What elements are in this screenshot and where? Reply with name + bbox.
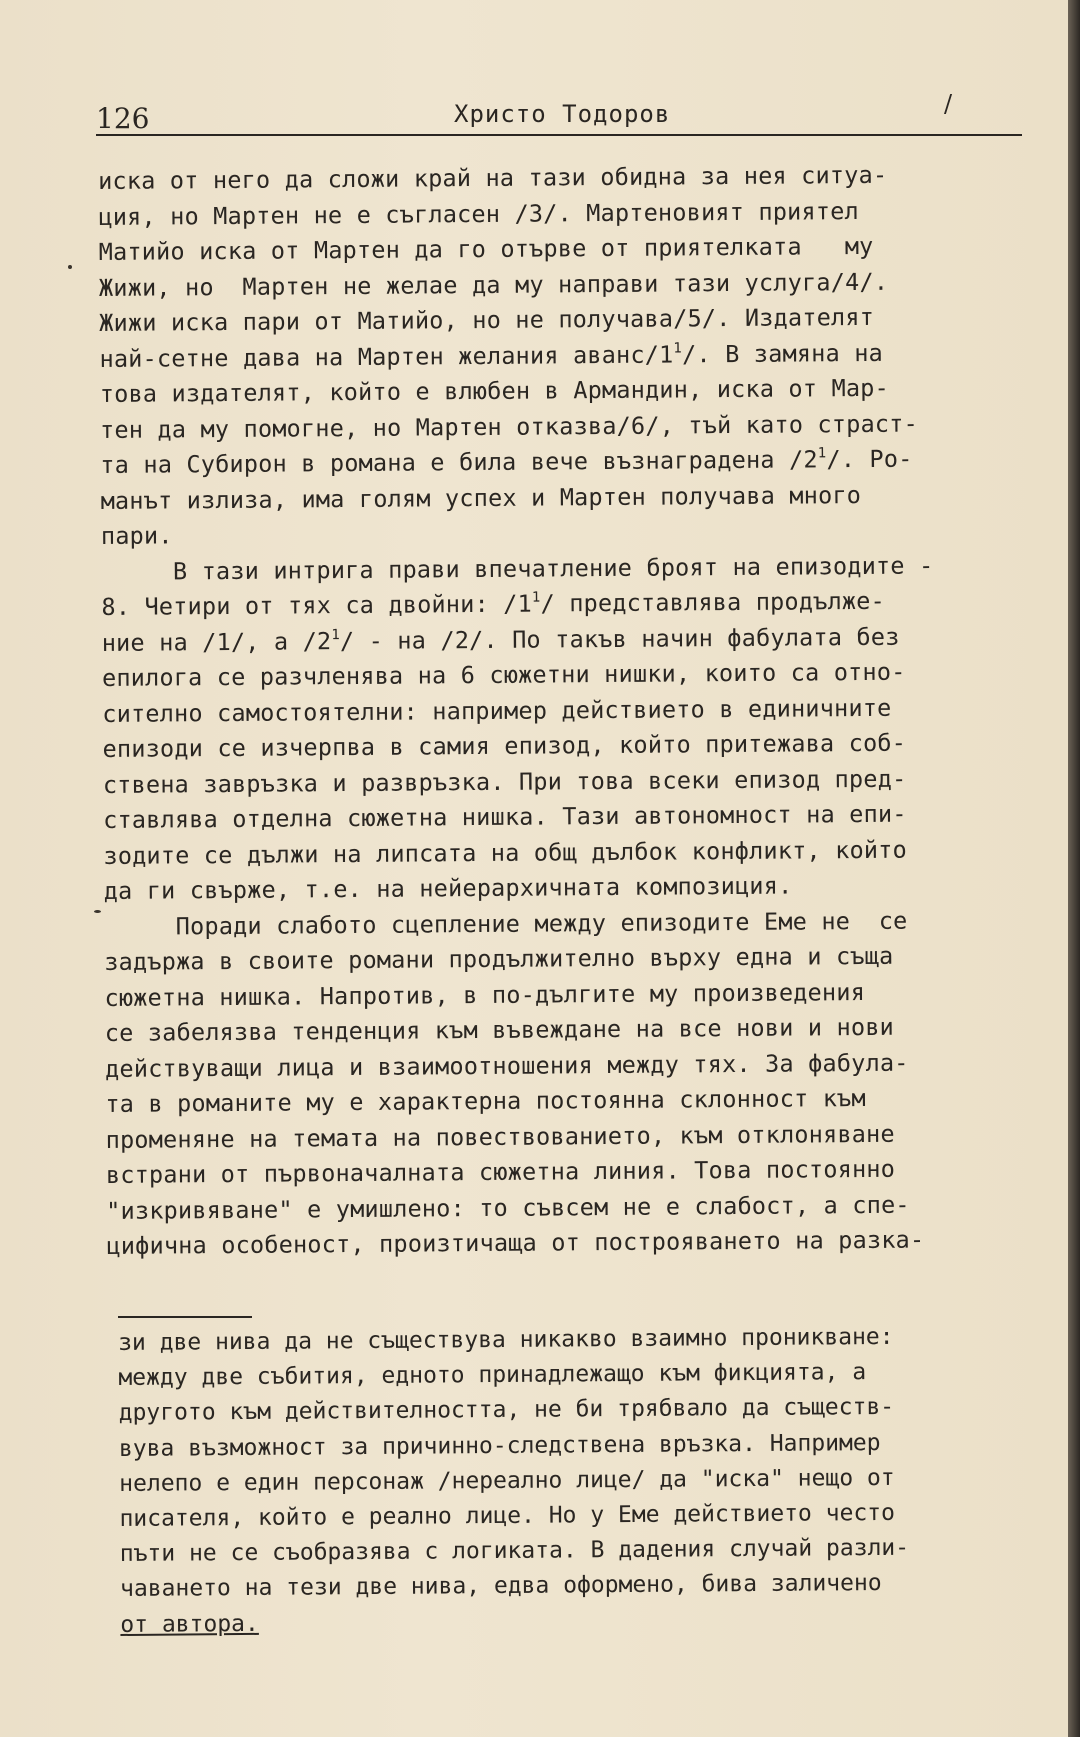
superscript: 1 [531, 589, 541, 606]
superscript: 1 [673, 339, 683, 356]
text-line: манът излиза, има голям успех и Мартен получава много [100, 480, 862, 515]
text-line: ствена завръзка и развръзка. При това всеки епизод пред- [102, 764, 907, 799]
text-line: тен да му помогне, но Мартен отказва/6/, тъй като страст- [99, 409, 919, 444]
text-line: сюжетна нишка. Напротив, в по-дългите му произведения [104, 977, 866, 1012]
footnote-line: писателя, който е реално лице. Но у Еме действието често [119, 1499, 896, 1532]
text-line: се забелязва тенденция към въвеждане на все нови и нови [104, 1012, 895, 1047]
text-line: встрани от първоначалната сюжетна линия. Това постоянно [105, 1154, 896, 1189]
main-text [98, 157, 1057, 1265]
text-line: променяне на темата на повествованието, към отклоняване [105, 1119, 895, 1154]
text-line: ние на /1/, а $/2^1/$ - на /2/. По такъв начин фабулата без [101, 622, 900, 657]
footnote-line: зи две нива да не съществува никакво взаимно проникване: [118, 1323, 894, 1356]
text-line: та на Субирон в романа е била вече възнаградена $/2^1/$. Ро- [100, 444, 913, 479]
footnote-line: вува възможност за причинно-следствена връзка. Например [118, 1429, 881, 1462]
text-line: цифична особеност, произтичаща от построяването на разка- [106, 1225, 925, 1260]
footnote-line: от автора. [120, 1610, 259, 1638]
footnote-rule [118, 1316, 252, 1318]
text-line: иска от него да сложи край на тази обидна за нея ситуа- [98, 160, 888, 195]
text-line: действуващи лица и взаимоотношения между тях. За фабула- [104, 1048, 909, 1083]
running-head: Христо Тодоров [454, 100, 671, 128]
text-line: Жижи иска пари от Матийо, но не получава/5/. Издателят [99, 302, 875, 337]
text-line: Жижи, но Мартен не желае да му направи тази услуга/4/. [98, 267, 889, 302]
text-line: най-сетне дава на Мартен желания аванс/$1^1/$. В замяна на [99, 338, 884, 373]
text-line: зодите се дължи на липсата на общ дълбок конфликт, който [103, 835, 908, 870]
text-line: Поради слабото сцепление между епизодите Еме не се [103, 906, 908, 941]
footnote-line: чаването на тези две нива, едва оформено, бива заличено [119, 1570, 882, 1603]
footnote-line: пъти не се съобразява с логиката. В дадения случай разли- [119, 1534, 910, 1568]
text-line: сително самостоятелни: например действието в единичните [102, 693, 892, 728]
text-line: пари. [100, 521, 173, 550]
footnote-line: между две събития, едното принадлежащо към фикцията, а [118, 1359, 867, 1392]
text-line: В тази интрига прави впечатление броят на епизодите - [101, 550, 934, 586]
text-line: та в романите му е характерна постоянна склонност към [105, 1083, 866, 1118]
header-mark: / [944, 90, 953, 118]
footnote-line: нелепо е един персонаж /нереално лице/ да "иска" нещо от [119, 1464, 895, 1497]
ink-spot [68, 265, 72, 269]
text-line: епилога се разчленява на 6 сюжетни нишки, които са отно- [101, 657, 906, 692]
text-line: епизоди се изчерпва в самия епизод, който притежава соб- [102, 728, 907, 763]
page-edge-shadow [1068, 0, 1080, 1737]
text-line: 8. Четири от тях са двойни: $/1^1/$ представлява продълже- [101, 586, 886, 621]
superscript: 1 [817, 445, 827, 462]
footnote [118, 1319, 1060, 1643]
superscript: 1 [331, 626, 340, 643]
text-line: Матийо иска от Мартен да го отърве от приятелката му [98, 231, 874, 266]
text-line: това издателят, който е влюбен в Армандин, иска от Мар- [99, 373, 890, 408]
page-number: 126 [96, 102, 150, 135]
text-line: "изкривяване" е умишлено: то съвсем не е слабост, а спе- [106, 1190, 910, 1225]
footnote-line: другото към действителността, не би трябвало да съществ- [118, 1394, 895, 1427]
ink-spot [94, 910, 101, 913]
text-line: ция, но Мартен не е съгласен /3/. Мартеновият приятел [98, 196, 859, 231]
page-header [96, 90, 1022, 136]
text-line: да ги свърже, т.е. на нейерархичната композиция. [103, 871, 793, 905]
text-line: ставлява отделна сюжетна нишка. Тази автономност на епи- [103, 799, 907, 834]
text-line: задържа в своите романи продължително върху една и съща [104, 941, 894, 976]
